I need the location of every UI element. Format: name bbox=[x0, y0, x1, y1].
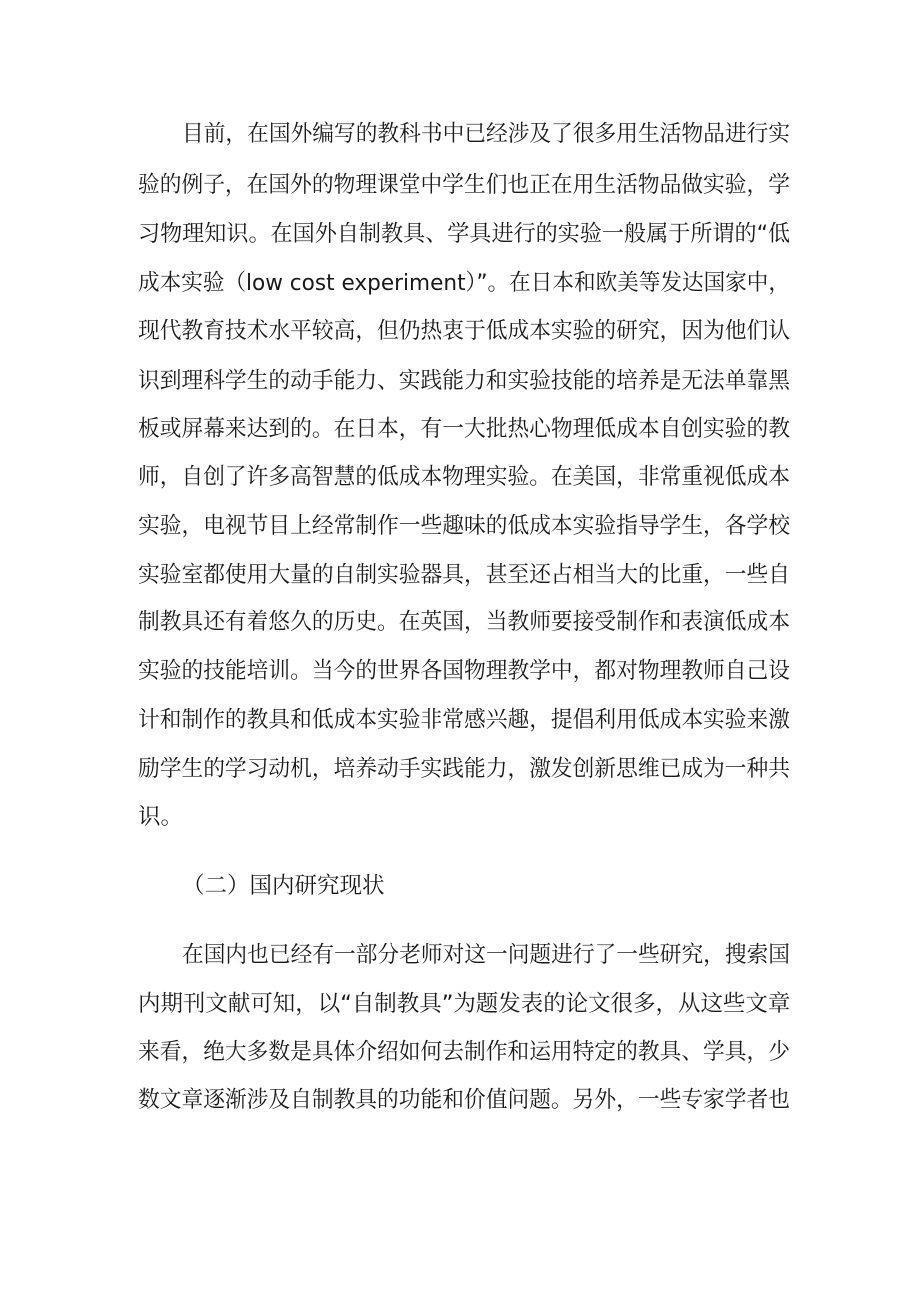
paragraph-1-line: 板或屏幕来达到的。在日本，有一大批热心物理低成本自创实验的教 bbox=[138, 416, 790, 442]
paragraph-1-line: 计和制作的教具和低成本实验非常感兴趣，提倡利用低成本实验来激 bbox=[138, 707, 790, 733]
paragraph-1-line: 习物理知识。在国外自制教具、学具进行的实验一般属于所谓的“低 bbox=[138, 221, 791, 247]
paragraph-1-line: 成本实验（low cost experiment）”。在日本和欧美等发达国家中， bbox=[138, 270, 791, 296]
paragraph-1-line: 制教具还有着悠久的历史。在英国，当教师要接受制作和表演低成本 bbox=[138, 609, 790, 635]
paragraph-1-line: 实验室都使用大量的自制实验器具，甚至还占相当大的比重，一些自 bbox=[138, 562, 790, 588]
paragraph-1-line: 识到理科学生的动手能力、实践能力和实验技能的培养是无法单靠黑 bbox=[138, 368, 790, 394]
paragraph-1-line: 师，自创了许多高智慧的低成本物理实验。在美国，非常重视低成本 bbox=[138, 464, 790, 490]
paragraph-2-line: 内期刊文献可知，以“自制教具”为题发表的论文很多，从这些文章 bbox=[138, 991, 791, 1017]
paragraph-2-line: 来看，绝大多数是具体介绍如何去制作和运用特定的教具、学具，少 bbox=[138, 1039, 790, 1065]
paragraph-2-line: 数文章逐渐涉及自制教具的功能和价值问题。另外，一些专家学者也 bbox=[138, 1087, 790, 1113]
paragraph-1-line: 实验的技能培训。当今的世界各国物理教学中，都对物理教师自己设 bbox=[138, 658, 790, 684]
paragraph-1-line: 目前，在国外编写的教科书中已经涉及了很多用生活物品进行实 bbox=[182, 121, 791, 147]
paragraph-1-line: 实验，电视节目上经常制作一些趣味的低成本实验指导学生，各学校 bbox=[138, 513, 790, 539]
paragraph-2-line: 在国内也已经有一部分老师对这一问题进行了一些研究，搜索国 bbox=[182, 942, 791, 968]
paragraph-1-line: 验的例子，在国外的物理课堂中学生们也正在用生活物品做实验，学 bbox=[138, 172, 790, 198]
paragraph-1-line: 现代教育技术水平较高，但仍热衷于低成本实验的研究，因为他们认 bbox=[138, 318, 790, 344]
paragraph-1-line: 励学生的学习动机，培养动手实践能力，激发创新思维已成为一种共 bbox=[138, 756, 790, 782]
paragraph-1-line: 识。 bbox=[138, 804, 184, 830]
section-heading: （二）国内研究现状 bbox=[182, 873, 385, 899]
